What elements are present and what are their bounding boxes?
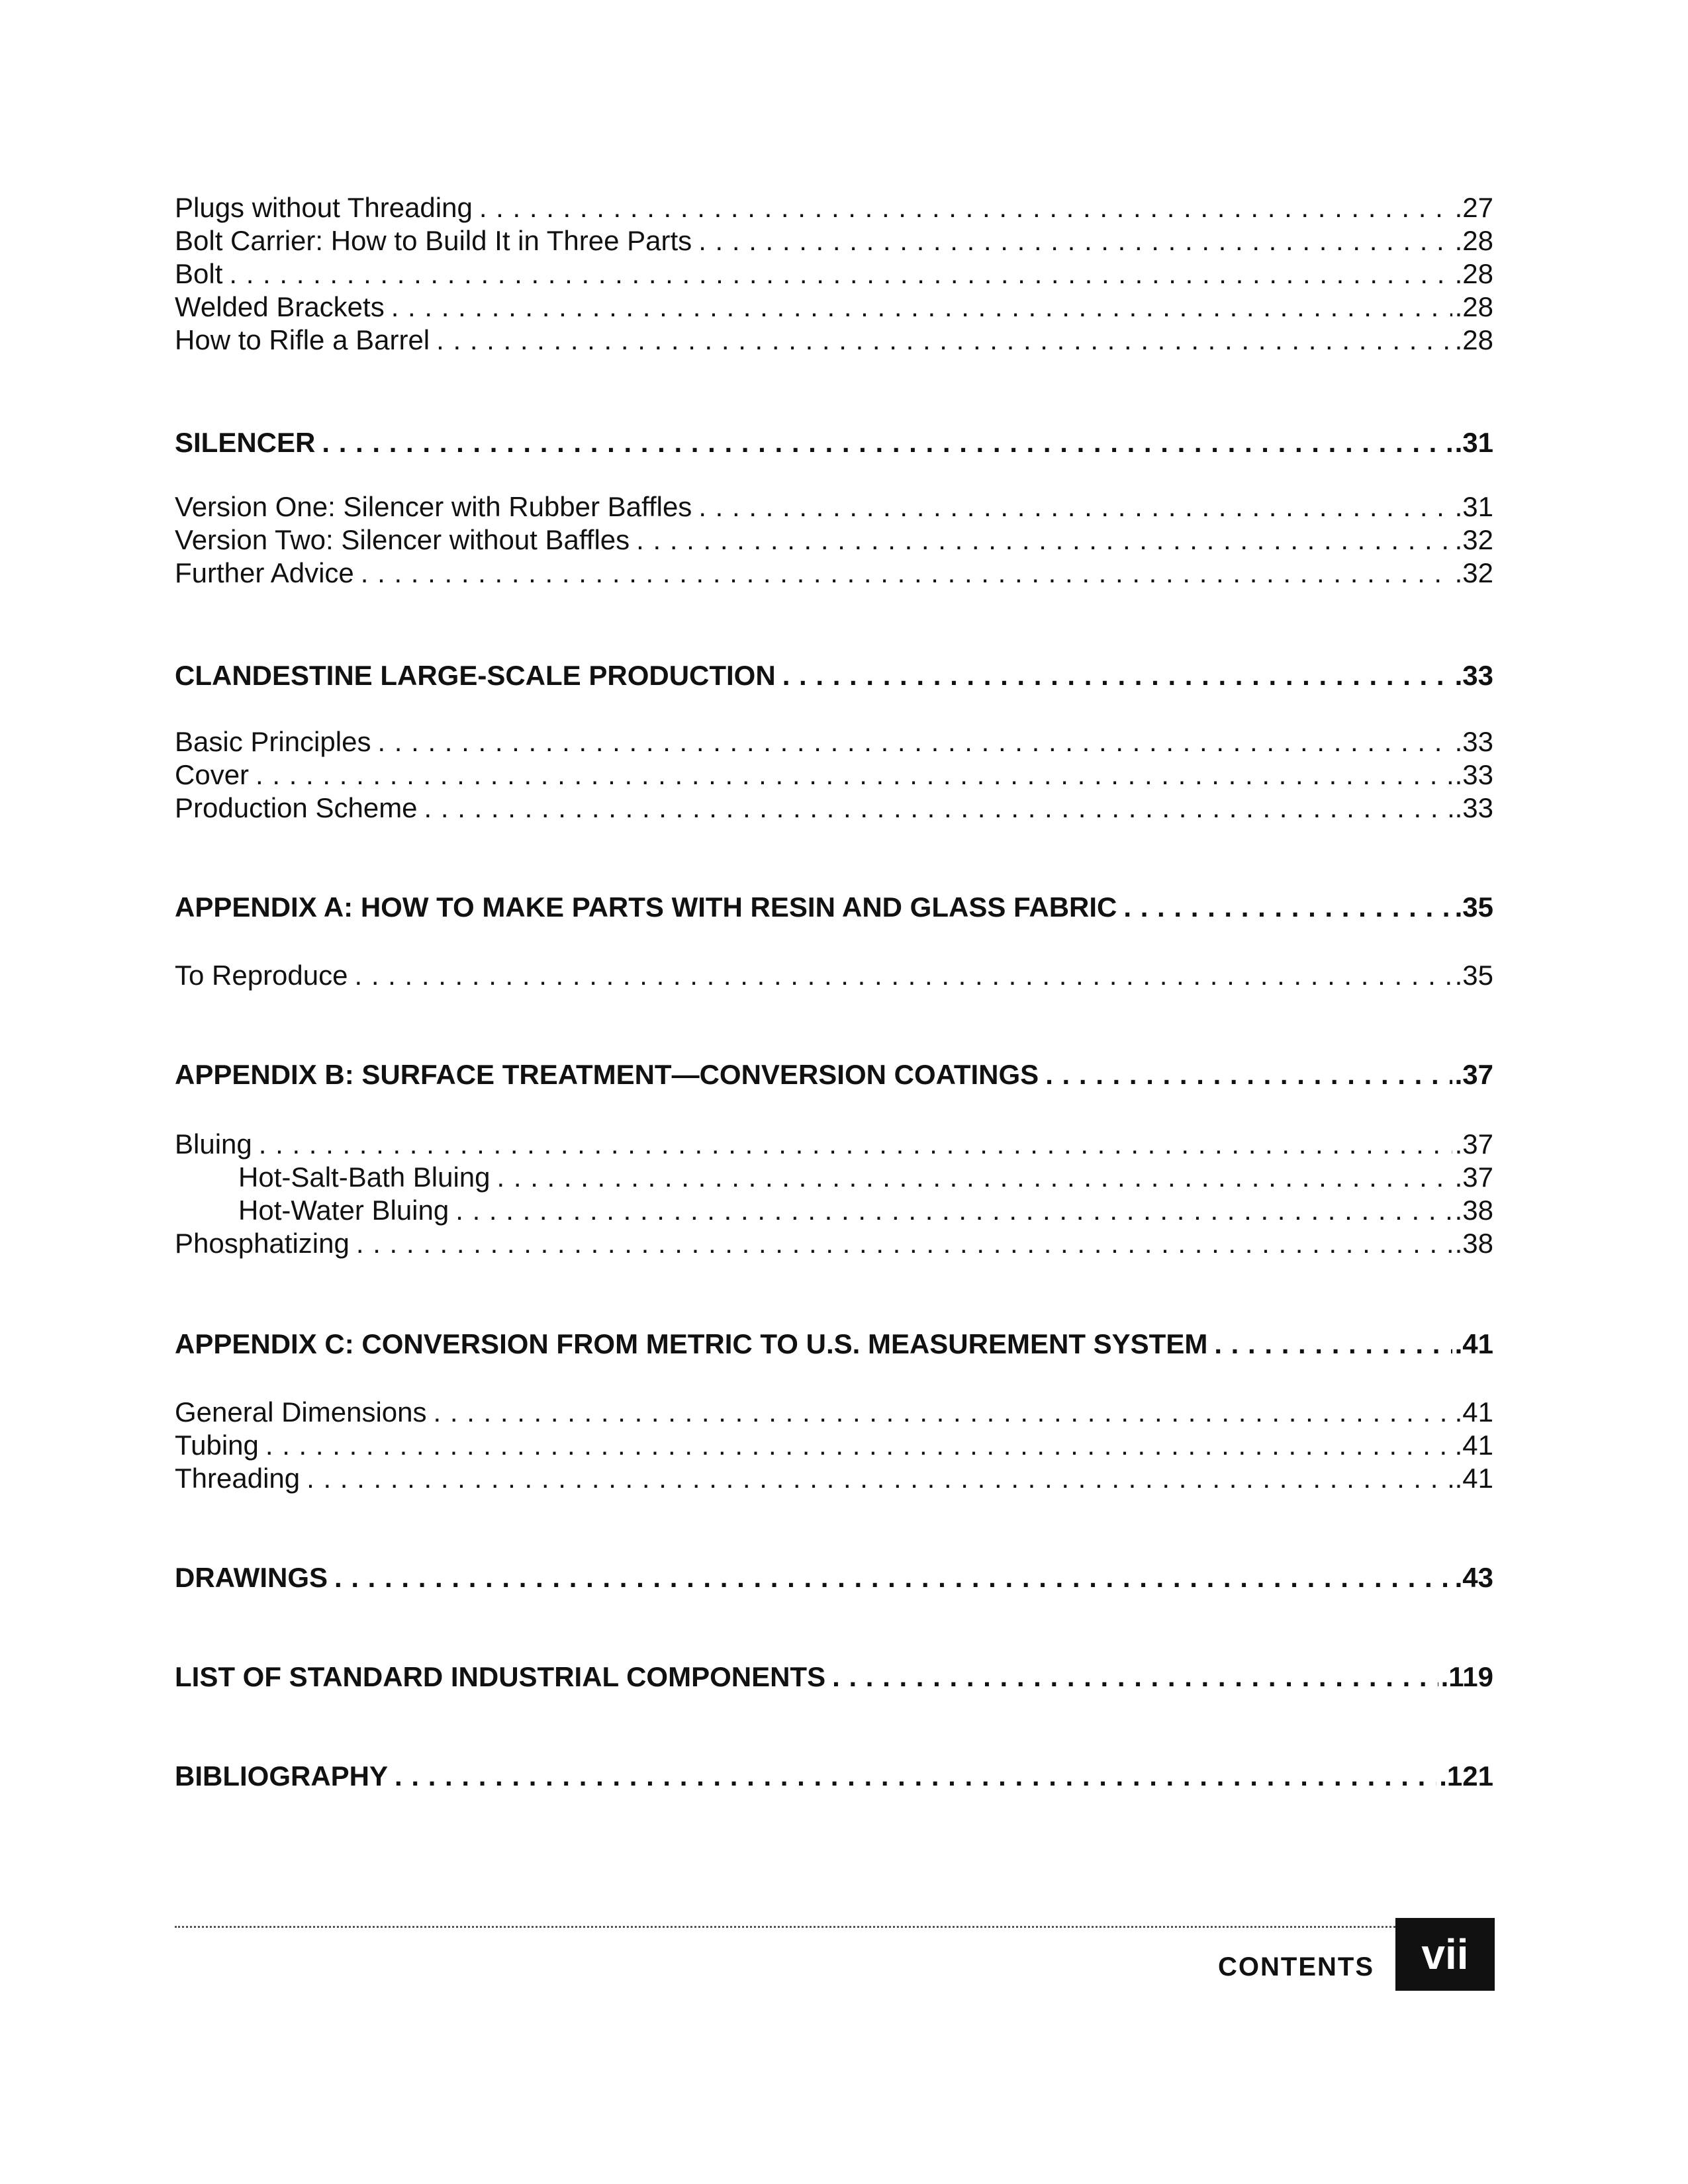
toc-entry[interactable]	[175, 1430, 1493, 1461]
toc-subentry-page: .37	[1454, 1161, 1493, 1193]
page-number-badge: vii	[1395, 1918, 1495, 1991]
toc-entry-label: Version Two: Silencer without Baffles	[175, 524, 630, 555]
toc-entry-page: .41	[1454, 1396, 1493, 1428]
dot-leader	[265, 1430, 1452, 1461]
toc-heading-page: .37	[1454, 1059, 1493, 1090]
toc-entry[interactable]	[175, 960, 1493, 991]
toc-heading[interactable]	[175, 1760, 1493, 1792]
toc-entry[interactable]	[175, 557, 1493, 589]
toc-entry-label: To Reproduce	[175, 960, 348, 991]
toc-entry[interactable]	[175, 759, 1493, 791]
dot-leader	[832, 1661, 1438, 1693]
toc-entry[interactable]	[175, 324, 1493, 356]
dot-leader	[322, 427, 1452, 459]
dot-leader	[1214, 1328, 1452, 1360]
toc-heading-page: .35	[1454, 891, 1493, 923]
dot-leader	[698, 491, 1452, 523]
toc-entry-label: Phosphatizing	[175, 1228, 350, 1259]
toc-heading[interactable]	[175, 427, 1493, 459]
dot-leader	[636, 524, 1452, 556]
toc-heading-label: APPENDIX C: CONVERSION FROM METRIC TO U.S. MEASUREMENT SYSTEM	[175, 1328, 1208, 1359]
toc-entry-label: Production Scheme	[175, 792, 418, 823]
toc-entry-page: .31	[1454, 491, 1493, 522]
dot-leader	[434, 1396, 1452, 1428]
toc-entry[interactable]	[175, 524, 1493, 556]
toc-entry-page: .41	[1454, 1463, 1493, 1494]
toc-entry-label: General Dimensions	[175, 1396, 427, 1428]
toc-heading-label: DRAWINGS	[175, 1562, 328, 1593]
toc-heading-page: .33	[1454, 660, 1493, 691]
dot-leader	[356, 1228, 1452, 1259]
dot-leader	[229, 258, 1452, 290]
toc-entry-page: .28	[1454, 225, 1493, 256]
toc-subentry[interactable]	[175, 1195, 1493, 1226]
dot-leader	[479, 192, 1452, 224]
toc-subentry[interactable]	[175, 1161, 1493, 1193]
toc-entry-page: .28	[1454, 324, 1493, 355]
toc-subentry-page: .38	[1454, 1195, 1493, 1226]
toc-entry[interactable]	[175, 1128, 1493, 1160]
toc-entry-page: .38	[1454, 1228, 1493, 1259]
toc-entry-label: Version One: Silencer with Rubber Baffles	[175, 491, 692, 522]
toc-entry-label: Bolt Carrier: How to Build It in Three Parts	[175, 225, 692, 256]
toc-heading[interactable]	[175, 1661, 1493, 1693]
toc-heading-label: APPENDIX B: SURFACE TREATMENT—CONVERSION COATINGS	[175, 1059, 1039, 1090]
dot-leader	[256, 759, 1452, 791]
toc-heading-label: LIST OF STANDARD INDUSTRIAL COMPONENTS	[175, 1661, 826, 1692]
toc-entry-label: Bluing	[175, 1128, 252, 1160]
toc-entry-label: Basic Principles	[175, 726, 371, 757]
toc-heading-label: SILENCER	[175, 427, 316, 458]
toc-entry[interactable]	[175, 192, 1493, 224]
dot-leader	[1123, 891, 1452, 923]
toc-entry-page: .35	[1454, 960, 1493, 991]
toc-entry-page: .28	[1454, 291, 1493, 322]
toc-entry-page: .33	[1454, 726, 1493, 757]
toc-entry-label: Tubing	[175, 1430, 259, 1461]
toc-entry-label: Bolt	[175, 258, 223, 289]
toc-entry[interactable]	[175, 491, 1493, 523]
toc-entry[interactable]	[175, 258, 1493, 290]
toc-heading[interactable]	[175, 1562, 1493, 1594]
toc-heading[interactable]	[175, 1328, 1493, 1360]
toc-heading-label: CLANDESTINE LARGE-SCALE PRODUCTION	[175, 660, 776, 691]
toc-entry-label: Further Advice	[175, 557, 354, 588]
dot-leader	[259, 1128, 1452, 1160]
toc-entry-label: Threading	[175, 1463, 301, 1494]
toc-entry-page: .37	[1454, 1128, 1493, 1160]
dot-leader	[497, 1161, 1452, 1193]
toc-entry[interactable]	[175, 726, 1493, 758]
dot-leader	[391, 291, 1452, 323]
toc-entry-page: .27	[1454, 192, 1493, 223]
toc-entry-label: Plugs without Threading	[175, 192, 473, 223]
toc-heading[interactable]	[175, 1059, 1493, 1091]
dot-leader	[455, 1195, 1452, 1226]
toc-heading-page: .41	[1454, 1328, 1493, 1359]
toc-heading-label: APPENDIX A: HOW TO MAKE PARTS WITH RESIN AND GLASS FABRIC	[175, 891, 1117, 923]
footer-divider	[175, 1926, 1399, 1928]
dot-leader	[436, 324, 1452, 356]
toc-heading-page: .119	[1440, 1661, 1493, 1692]
toc-entry-page: .33	[1454, 759, 1493, 790]
toc-entry[interactable]	[175, 792, 1493, 824]
footer-section-label: CONTENTS	[1218, 1952, 1374, 1981]
dot-leader	[395, 1760, 1436, 1792]
toc-entry-label: Cover	[175, 759, 250, 790]
dot-leader	[424, 792, 1452, 824]
toc-subentry-label: Hot-Salt-Bath Bluing	[238, 1161, 491, 1193]
toc-heading-page: .43	[1454, 1562, 1493, 1593]
toc-entry[interactable]	[175, 291, 1493, 323]
toc-entry[interactable]	[175, 1396, 1493, 1428]
toc-entry[interactable]	[175, 1463, 1493, 1494]
dot-leader	[1045, 1059, 1452, 1091]
dot-leader	[361, 557, 1452, 589]
dot-leader	[698, 225, 1452, 257]
toc-entry-label: Welded Brackets	[175, 291, 385, 322]
toc-entry-page: .41	[1454, 1430, 1493, 1461]
toc-entry-label: How to Rifle a Barrel	[175, 324, 430, 355]
toc-entry-page: .33	[1454, 792, 1493, 823]
toc-heading-page: .31	[1454, 427, 1493, 458]
toc-entry-page: .32	[1454, 557, 1493, 588]
toc-entry-page: .32	[1454, 524, 1493, 555]
toc-entry[interactable]	[175, 1228, 1493, 1259]
dot-leader	[306, 1463, 1452, 1494]
dot-leader	[377, 726, 1452, 758]
dot-leader	[334, 1562, 1452, 1594]
toc-entry[interactable]	[175, 225, 1493, 257]
toc-heading[interactable]	[175, 891, 1493, 923]
dot-leader	[782, 660, 1452, 692]
toc-entry-page: .28	[1454, 258, 1493, 289]
toc-heading[interactable]	[175, 660, 1493, 692]
toc-subentry-label: Hot-Water Bluing	[238, 1195, 449, 1226]
dot-leader	[355, 960, 1452, 991]
toc-heading-page: .121	[1439, 1760, 1493, 1792]
toc-heading-label: BIBLIOGRAPHY	[175, 1760, 389, 1792]
